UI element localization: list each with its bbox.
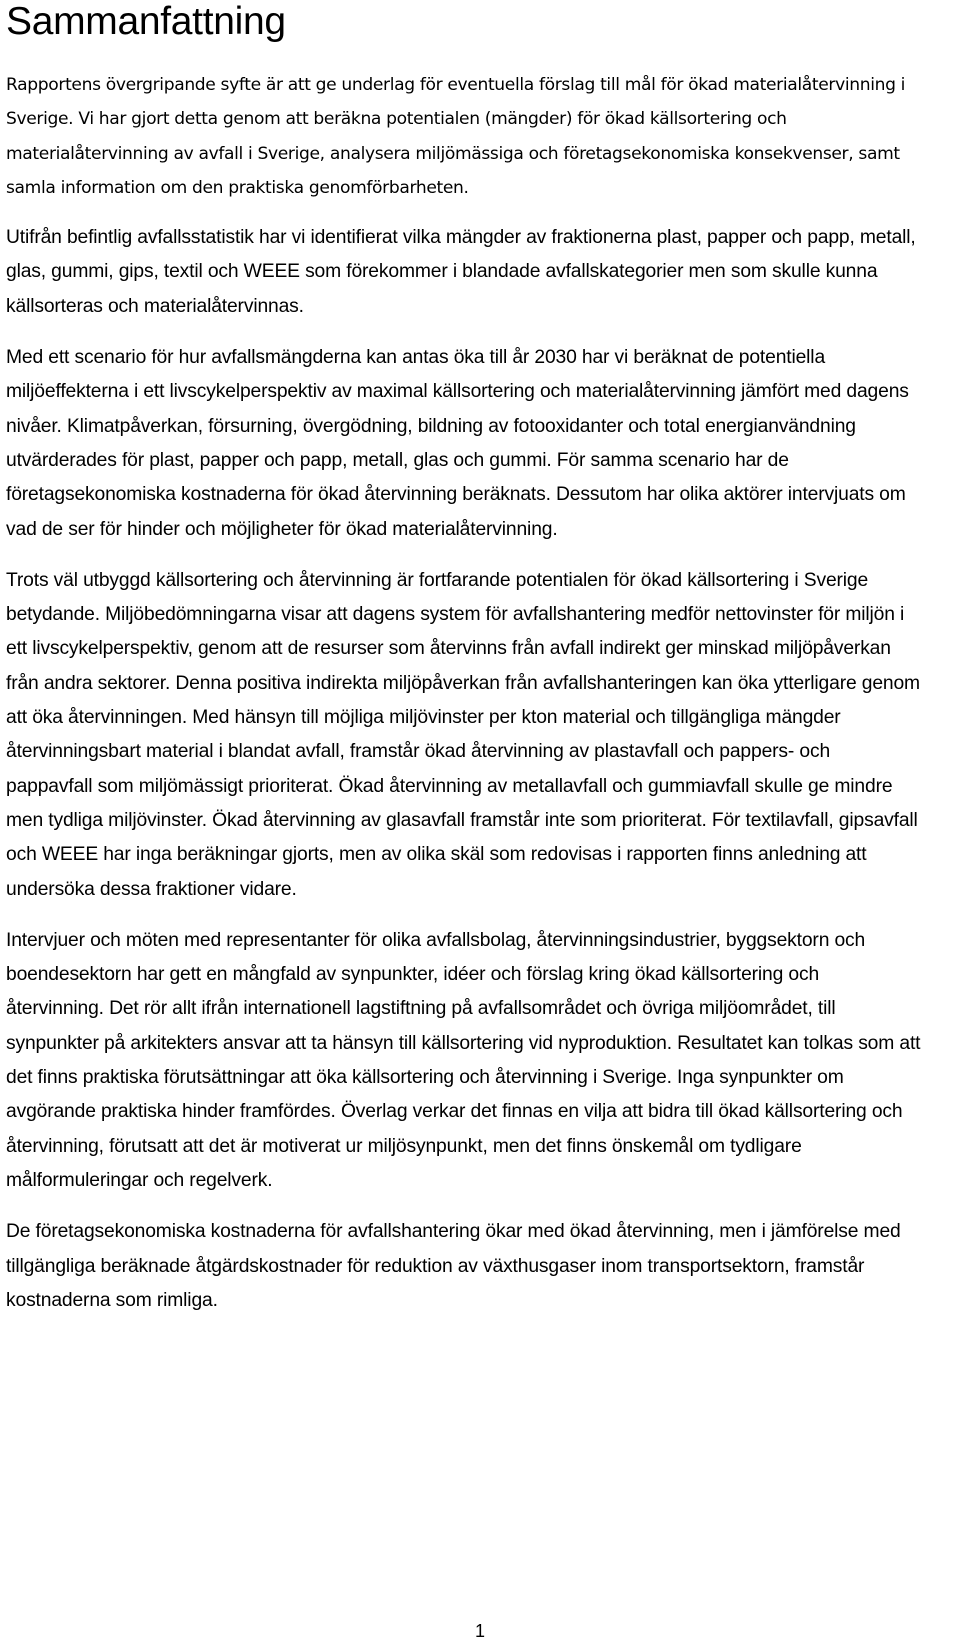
- page-title: Sammanfattning: [6, 0, 286, 43]
- paragraph-scenario: Med ett scenario för hur avfallsmängderna kan antas öka till år 2030 har vi beräknat de potentiella miljöeffekterna i ett livscykelperspektiv av maximal källsortering och materialåtervinning jämfört med dagens nivåer. Klimatpåverkan, försurning, övergödning, bildning av fotooxidanter och total energianvändning utvärderades för plast, papper och papp, metall, glas och gummi. För samma scenario har de företagsekonomiska kostnaderna för ökad återvinning beräknats. Dessutom har olika aktörer intervjuats om vad de ser för hinder och möjligheter för ökad materialåtervinning.: [6, 347, 909, 540]
- paragraph-potential: Trots väl utbyggd källsortering och återvinning är fortfarande potentialen för ökad källsortering i Sverige betydande. Miljöbedömningarna visar att dagens system för avfallshantering medför nettovinster för miljön i ett livscykelperspektiv, genom att de resurser som återvinns från avfall indirekt ger minskad miljöpåverkan från andra sektorer. Denna positiva indirekta miljöpåverkan från avfallshanteringen kan öka ytterligare genom att öka återvinningen. Med hänsyn till möjliga miljövinster per kton material och tillgängliga mängder återvinningsbart material i blandat avfall, framstår ökad återvinning av plastavfall och pappers- och pappavfall som miljömässigt prioriterat. Ökad återvinning av metallavfall och gummiavfall skulle ge mindre men tydliga miljövinster. Ökad återvinning av glasavfall framstår inte som prioriterat. För textilavfall, gipsavfall och WEEE har inga beräkningar gjorts, men av olika skäl som redovisas i rapporten finns anledning att undersöka dessa fraktioner vidare.: [6, 569, 920, 900]
- paragraph-purpose: Rapportens övergripande syfte är att ge underlag för eventuella förslag till mål för ökad materialåtervinning i Sverige. Vi har gjort detta genom att beräkna potentialen (mängder) för ökad källsortering och materialåtervinning av avfall i Sverige, analysera miljömässiga och företagsekonomiska konsekvenser, samt samla information om den praktiska genomförbarheten.: [6, 75, 906, 198]
- paragraph-statistics: Utifrån befintlig avfallsstatistik har vi identifierat vilka mängder av fraktionerna plast, papper och papp, metall, glas, gummi, gips, textil och WEEE som förekommer i blandade avfallskategorier men som skulle kunna källsorteras och materialåtervinnas.: [6, 227, 916, 317]
- paragraph-costs: De företagsekonomiska kostnaderna för avfallshantering ökar med ökad återvinning, men i jämförelse med tillgängliga beräknade åtgärdskostnader för reduktion av växthusgaser inom transportsektorn, framstår kostnaderna som rimliga.: [6, 1221, 901, 1311]
- document-page: [6, 0, 921, 1318]
- paragraph-interviews: Intervjuer och möten med representanter för olika avfallsbolag, återvinningsindustrier, byggsektorn och boendesektorn har gett en mångfald av synpunkter, idéer och förslag kring ökad källsortering och återvinning. Det rör allt ifrån internationell lagstiftning på avfallsområdet och övriga miljöområdet, till synpunkter på arkitekters ansvar att ta hänsyn till källsortering vid nyproduktion. Resultatet kan tolkas som att det finns praktiska förutsättningar att öka källsortering och återvinning i Sverige. Inga synpunkter om avgörande praktiska hinder framfördes. Överlag verkar det finnas en vilja att bidra till ökad källsortering och återvinning, förutsatt att det är motiverat ur miljösynpunkt, men det finns önskemål om tydligare målformuleringar och regelverk.: [6, 929, 921, 1191]
- page-number: 1: [474, 1621, 485, 1641]
